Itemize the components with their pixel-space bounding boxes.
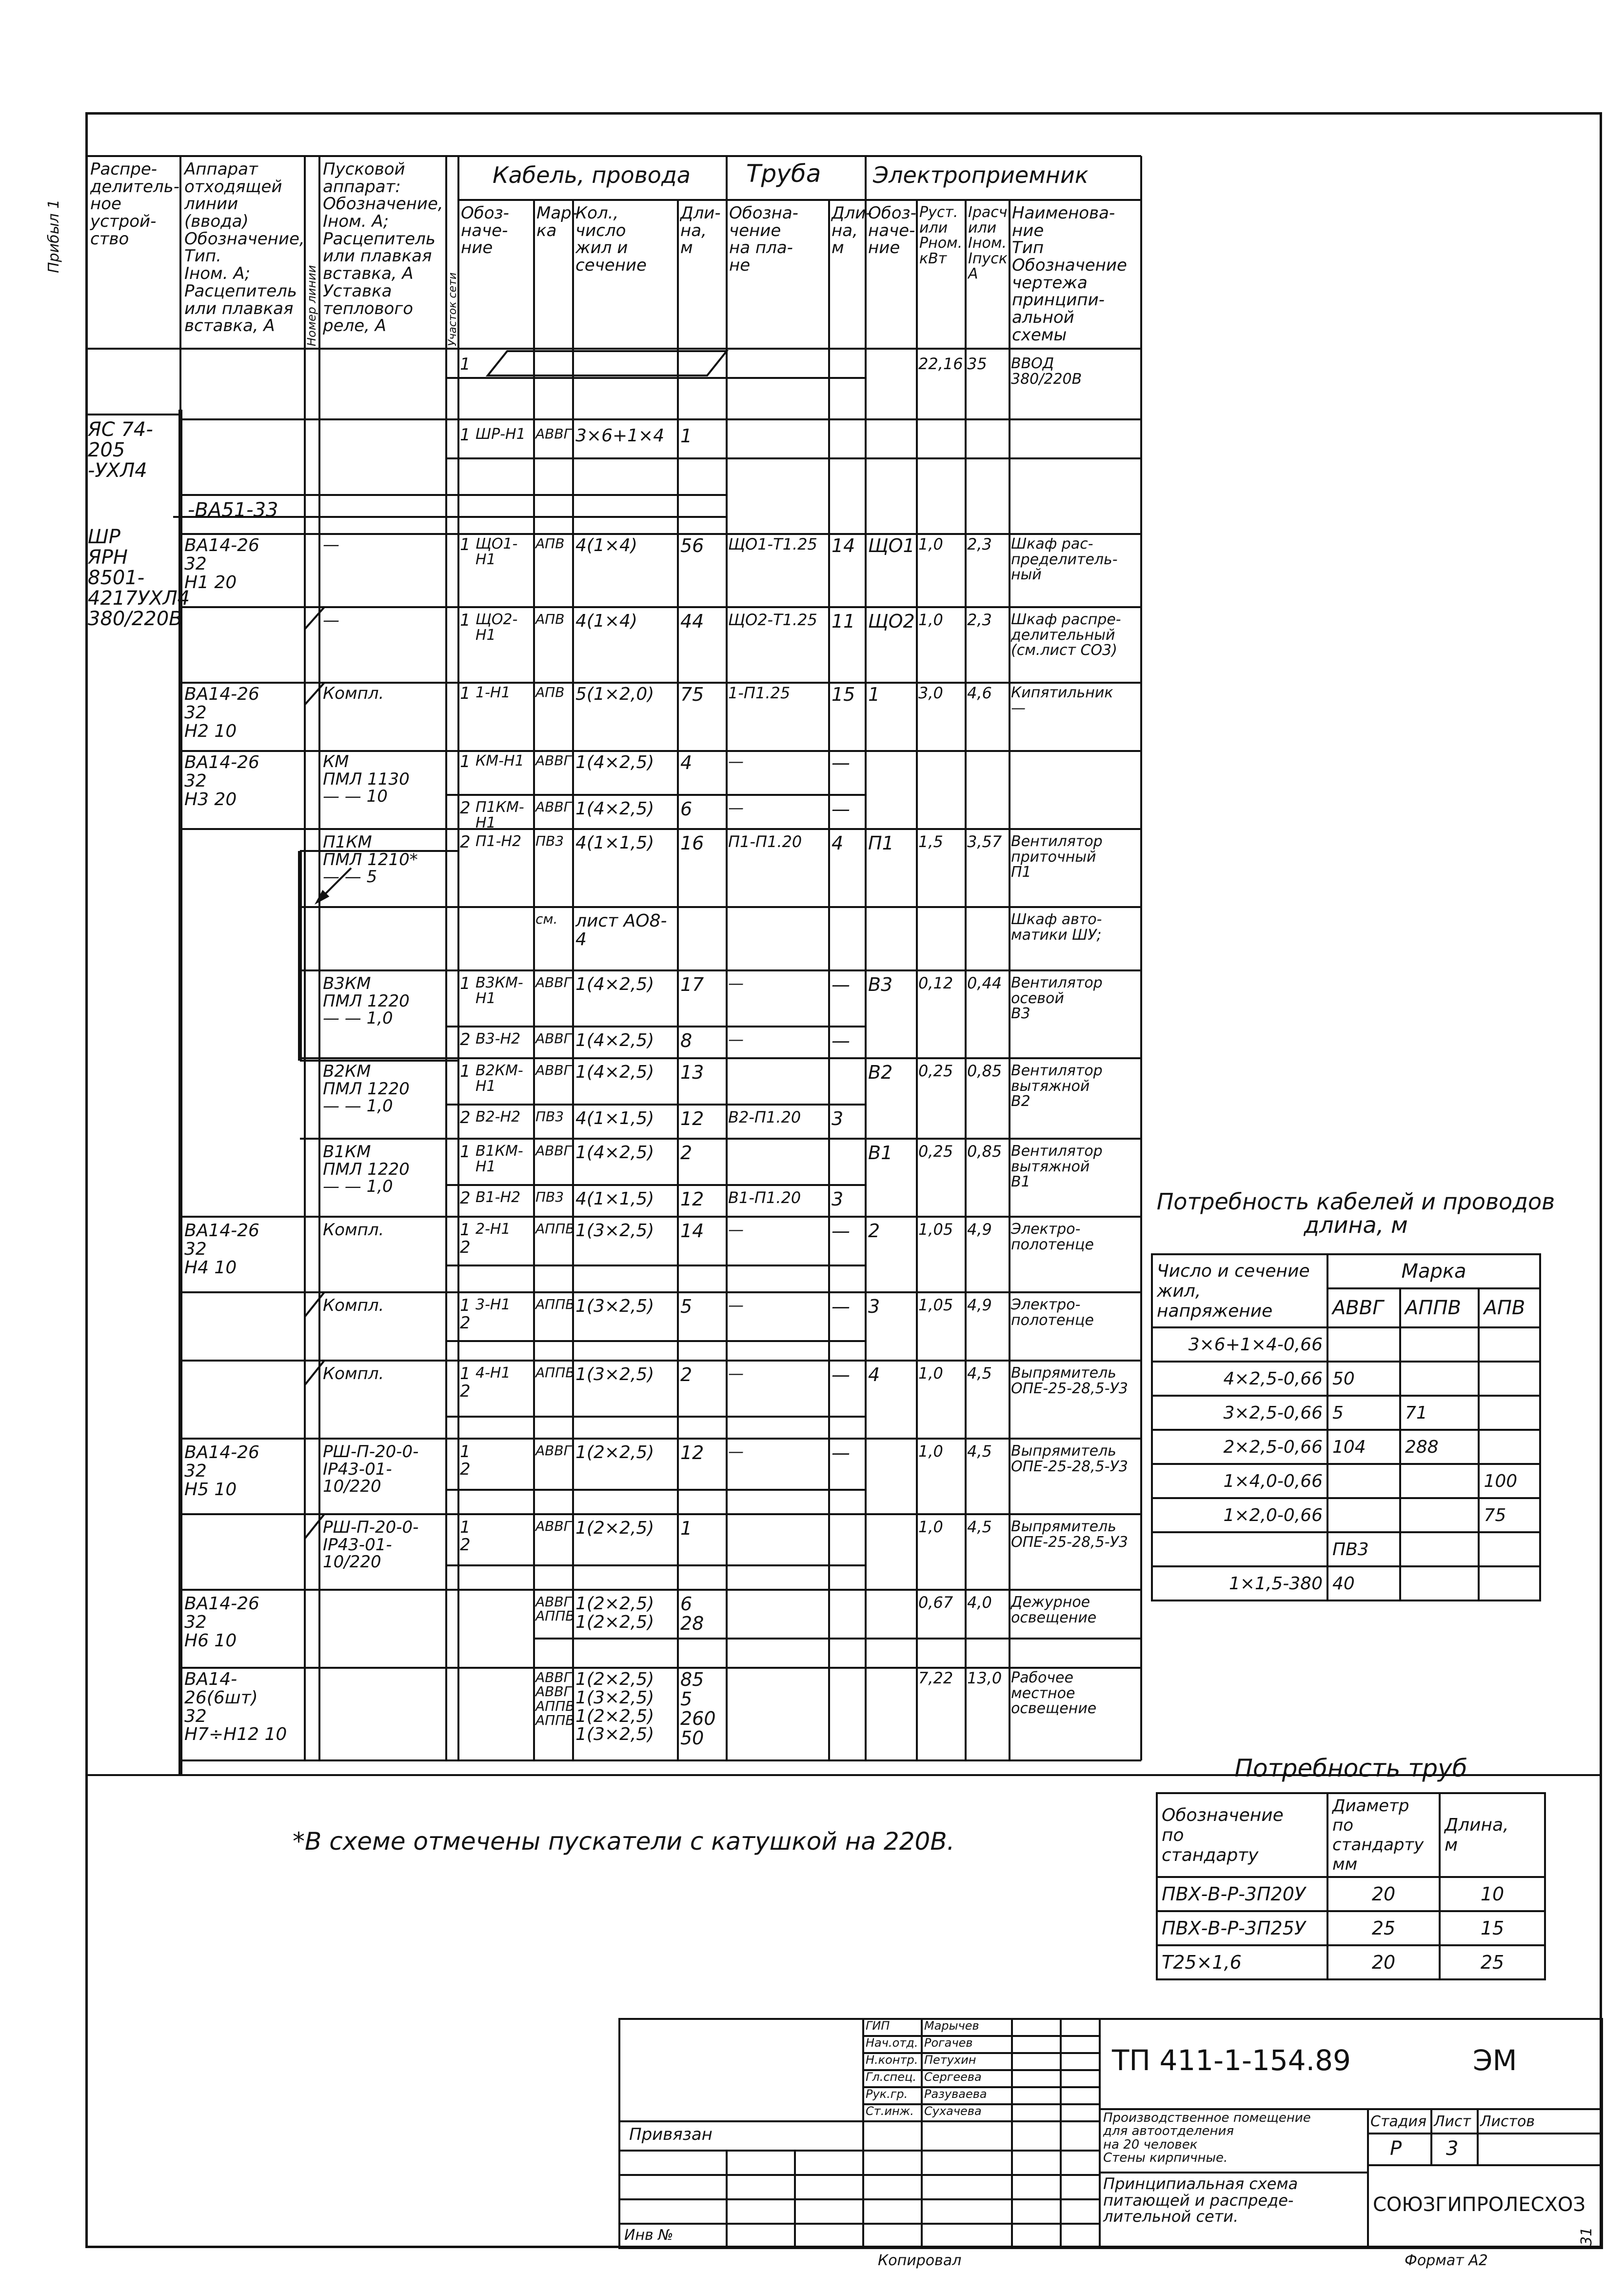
cable-needs-brand-1: АВВГ: [1327, 1288, 1400, 1327]
row-2-desig: ШР-Н1: [475, 426, 526, 443]
row-10-len: 17: [680, 974, 704, 995]
row-4-len: 44: [680, 611, 704, 632]
row-18-name: Выпрямитель ОПЕ-25-28,5-У3: [1011, 1364, 1128, 1397]
row-8-recv: П1: [868, 832, 894, 854]
row-13-len: 12: [680, 1108, 704, 1129]
stamp-role: ГИП: [866, 2019, 890, 2033]
cable-needs-cell: 1×2,0-0,66: [1152, 1498, 1327, 1532]
stamp-role: Рук.гр.: [866, 2087, 908, 2101]
row-18-desig: 4-Н1: [475, 1364, 511, 1382]
row-5-plen: 15: [832, 684, 855, 705]
row-3-brand: АПВ: [535, 535, 565, 552]
row-1-i: 35: [967, 355, 987, 373]
pipe-needs-cell: 25: [1327, 1911, 1440, 1945]
cable-needs-brand-3: АПВ: [1479, 1288, 1540, 1327]
row-16-recv: 2: [868, 1220, 880, 1242]
row-22-len: 85 5 260 50: [680, 1669, 716, 1749]
row-17-desig: 3-Н1: [475, 1296, 511, 1313]
stamp-name: Разуваева: [924, 2087, 987, 2101]
row-14-brand: АВВГ: [535, 1143, 572, 1159]
row-3-pipe: ЩО1-Т1.25: [728, 535, 817, 553]
row-10-starter: В3КМ ПМЛ 1220 — — 1,0: [323, 974, 410, 1028]
row-3-name: Шкаф рас- пределитель- ный: [1011, 535, 1118, 583]
row-5-desig: 1-Н1: [475, 684, 511, 701]
row-5-i: 4,6: [967, 684, 992, 702]
row-4-sec: 1: [460, 611, 471, 630]
row-11-len: 8: [680, 1030, 693, 1051]
row-15-section: 4(1×1,5): [575, 1189, 654, 1209]
row-20-sec: 1 2: [460, 1518, 471, 1555]
row-10-p: 0,12: [918, 974, 953, 992]
row-19-section: 1(2×2,5): [575, 1442, 654, 1462]
cable-needs-col-brand: Марка: [1327, 1254, 1540, 1288]
footnote: *В схеме отмечены пускатели с катушкой на 220В.: [293, 1827, 955, 1856]
row-11-desig: В3-Н2: [475, 1030, 521, 1047]
header-pipe-desig: Обозна- чение на пла- не: [729, 203, 798, 276]
row-10-plen: —: [832, 974, 850, 995]
cable-needs-col-spec: Число и сечение жил, напряжение: [1152, 1254, 1327, 1327]
cable-needs-title: Потребность кабелей и проводов длина, м: [1156, 1188, 1555, 1239]
cable-needs-cell: 4×2,5-0,66: [1152, 1362, 1327, 1396]
row-14-i: 0,85: [967, 1142, 1002, 1161]
row-22-name: Рабочее местное освещение: [1011, 1669, 1097, 1717]
row-13-desig: В2-Н2: [475, 1108, 521, 1126]
row-19-sec: 1 2: [460, 1442, 471, 1479]
pipe-needs-cell: ПВХ-В-Р-3П20У: [1157, 1877, 1327, 1911]
row-10-name: Вентилятор осевой В3: [1011, 974, 1103, 1022]
header-starter: Пусковой аппарат: Обозначение, Iном. А; Расцепитель или плавкая вставка, А Уставка теплового реле, А: [323, 159, 443, 336]
row-18-pipe: —: [728, 1364, 744, 1383]
row-5-brand: АПВ: [535, 684, 565, 700]
row-14-p: 0,25: [918, 1142, 953, 1161]
row-15-len: 12: [680, 1188, 704, 1210]
row-7-section: 1(4×2,5): [575, 799, 654, 819]
row-14-section: 1(4×2,5): [575, 1143, 654, 1163]
row-7-sec: 2: [460, 798, 471, 818]
row-14-name: Вентилятор вытяжной В1: [1011, 1143, 1103, 1190]
row-10-brand: АВВГ: [535, 974, 572, 990]
row-17-recv: 3: [868, 1296, 880, 1317]
row-5-recv: 1: [868, 684, 880, 705]
row-8-i: 3,57: [967, 832, 1002, 851]
header-cable-group: Кабель, провода: [493, 162, 691, 188]
row-19-brand: АВВГ: [535, 1442, 572, 1459]
header-receiver-current: Iрасч или Iном. Iпуск А: [968, 204, 1008, 282]
cable-needs-cell: 1×1,5-380: [1152, 1566, 1327, 1600]
row-17-section: 1(3×2,5): [575, 1296, 654, 1316]
row-16-len: 14: [680, 1220, 704, 1242]
row-6-desig: КМ-Н1: [475, 752, 524, 770]
pipe-needs-cell: 20: [1327, 1945, 1440, 1979]
row-21-apparatus: ВА14-26 32 Н6 10: [184, 1594, 259, 1651]
row-21-i: 4,0: [967, 1593, 992, 1612]
row-13-brand: ПВ3: [535, 1108, 564, 1125]
cable-needs-cell: 288: [1400, 1430, 1479, 1464]
row-17-i: 4,9: [967, 1296, 992, 1314]
stamp-title-2: Принципиальная схема питающей и распреде- лительной сети.: [1103, 2174, 1298, 2226]
row-19-len: 12: [680, 1442, 704, 1463]
header-panel: Распре- делитель- ное устрой- ство: [90, 159, 180, 249]
row-17-starter: Компл.: [323, 1296, 384, 1315]
row-5-len: 75: [680, 684, 704, 705]
row-5-name: Кипятильник —: [1011, 684, 1113, 717]
row-6-starter: КМ ПМЛ 1130 — — 10: [323, 752, 410, 807]
header-receiver-desig: Обоз- наче- ние: [868, 203, 916, 258]
row-15-sec: 2: [460, 1188, 471, 1208]
row-1-name: ВВОД 380/220В: [1011, 355, 1082, 388]
row-8-section: 4(1×1,5): [575, 833, 654, 853]
header-section: Участок сети: [447, 272, 459, 346]
row-4-starter: —: [323, 611, 339, 630]
row-9-brand: см.: [535, 911, 558, 927]
header-receiver-group: Электроприемник: [873, 162, 1089, 188]
row-8-pipe: П1-П1.20: [728, 832, 802, 851]
cable-needs-cell: 3×2,5-0,66: [1152, 1396, 1327, 1430]
row-18-len: 2: [680, 1364, 693, 1385]
row-19-name: Выпрямитель ОПЕ-25-28,5-У3: [1011, 1442, 1128, 1475]
row-19-plen: —: [832, 1442, 850, 1463]
row-8-p: 1,5: [918, 832, 943, 851]
row-18-section: 1(3×2,5): [575, 1364, 654, 1384]
row-22-brand: АВВГ АВВГ АППВ АППВ: [535, 1669, 575, 1729]
row-12-section: 1(4×2,5): [575, 1062, 654, 1082]
row-7-brand: АВВГ: [535, 799, 572, 815]
row-10-section: 1(4×2,5): [575, 974, 654, 994]
row-20-len: 1: [680, 1518, 693, 1539]
stamp-code: ТП 411-1-154.89: [1112, 2044, 1351, 2077]
row-16-plen: —: [832, 1220, 850, 1242]
header-receiver-power: Руст. или Рном. кВт: [919, 204, 963, 267]
row-15-brand: ПВ3: [535, 1189, 564, 1205]
row-4-desig: ЩО2-Н1: [475, 611, 518, 644]
row-15-plen: 3: [832, 1188, 844, 1210]
pipe-needs-cell: 10: [1440, 1877, 1545, 1911]
stamp-name: Сергеева: [924, 2070, 982, 2084]
row-19-pipe: —: [728, 1442, 744, 1461]
row-16-sec: 1 2: [460, 1220, 471, 1257]
stamp-name: Марычев: [924, 2019, 979, 2033]
row-6-plen: —: [832, 752, 850, 773]
row-11-pipe: —: [728, 1030, 744, 1048]
stamp-title-1: Производственное помещение для автоотделения на 20 человек Стены кирпичные.: [1103, 2111, 1311, 2165]
row-4-p: 1,0: [918, 611, 943, 629]
row-20-i: 4,5: [967, 1518, 992, 1536]
row-2-section: 3×6+1×4: [575, 426, 665, 446]
row-4-section: 4(1×4): [575, 611, 637, 631]
row-11-sec: 2: [460, 1030, 471, 1049]
row-21-name: Дежурное освещение: [1011, 1594, 1097, 1626]
row-10-i: 0,44: [967, 974, 1002, 992]
row-6-section: 1(4×2,5): [575, 752, 654, 772]
row-5-apparatus: ВА14-26 32 Н2 10: [184, 684, 259, 741]
row-7-plen: —: [832, 798, 850, 820]
row-12-p: 0,25: [918, 1062, 953, 1080]
row-9-section: лист АО8-4: [575, 911, 667, 949]
row-10-desig: В3КМ-Н1: [475, 974, 523, 1007]
row-13-section: 4(1×1,5): [575, 1108, 654, 1128]
row-11-brand: АВВГ: [535, 1030, 572, 1047]
row-16-apparatus: ВА14-26 32 Н4 10: [184, 1221, 259, 1278]
row-3-len: 56: [680, 535, 704, 556]
row-18-starter: Компл.: [323, 1364, 384, 1383]
cable-needs-cell: 3×6+1×4-0,66: [1152, 1327, 1327, 1362]
row-19-starter: РШ-П-20-0- IР43-01-10/220: [323, 1442, 419, 1497]
row-7-len: 6: [680, 798, 693, 820]
stamp-name: Петухин: [924, 2053, 976, 2067]
row-14-starter: В1КМ ПМЛ 1220 — — 1,0: [323, 1142, 410, 1197]
header-apparatus: Аппарат отходящей линии (ввода) Обозначение, Тип. Iном. А; Расцепитель или плавкая вставка, А: [184, 159, 305, 336]
pipe-needs-title: Потребность труб: [1234, 1754, 1467, 1782]
row-5-pipe: 1-П1.25: [728, 684, 791, 702]
row-5-p: 3,0: [918, 684, 943, 702]
row-8-desig: П1-Н2: [475, 833, 522, 850]
side-label: Прибыл 1: [45, 199, 62, 273]
stamp-role: Гл.спец.: [866, 2070, 916, 2084]
row-2-len: 1: [680, 425, 693, 447]
row-4-i: 2,3: [967, 611, 992, 629]
stamp-bound: Привязан: [629, 2125, 713, 2144]
row-1-p: 22,16: [918, 355, 963, 373]
row-7-desig: П1КМ-Н1: [475, 799, 524, 831]
row-19-p: 1,0: [918, 1442, 943, 1461]
cable-needs-cell: 75: [1479, 1498, 1540, 1532]
row-19-apparatus: ВА14-26 32 Н5 10: [184, 1442, 259, 1500]
row-18-recv: 4: [868, 1364, 880, 1385]
row-6-len: 4: [680, 752, 693, 773]
row-19-i: 4,5: [967, 1442, 992, 1461]
stamp-corner: 31: [1578, 2227, 1595, 2246]
stamp-name: Сухачева: [924, 2104, 982, 2118]
row-4-pipe: ЩО2-Т1.25: [728, 611, 817, 629]
row-16-starter: Компл.: [323, 1220, 384, 1240]
row-3-i: 2,3: [967, 535, 992, 553]
row-17-plen: —: [832, 1296, 850, 1317]
row-22-p: 7,22: [918, 1669, 953, 1687]
pipe-needs-cell: ПВХ-В-Р-3П25У: [1157, 1911, 1327, 1945]
row-8-plen: 4: [832, 832, 844, 854]
row-12-len: 13: [680, 1062, 704, 1083]
row-9-name: Шкаф авто- матики ШУ;: [1011, 911, 1102, 944]
row-20-section: 1(2×2,5): [575, 1518, 654, 1538]
row-13-pipe: В2-П1.20: [728, 1108, 801, 1126]
row-18-plen: —: [832, 1364, 850, 1385]
row-14-sec: 1: [460, 1142, 471, 1162]
row-21-brand: АВВГ АППВ: [535, 1594, 575, 1624]
stamp-org: СОЮЗГИПРОЛЕСХОЗ: [1373, 2193, 1586, 2216]
row-21-section: 1(2×2,5) 1(2×2,5): [575, 1594, 654, 1632]
row-10-pipe: —: [728, 974, 744, 992]
cable-needs-cell: 2×2,5-0,66: [1152, 1430, 1327, 1464]
row-17-len: 5: [680, 1296, 693, 1317]
row-12-name: Вентилятор вытяжной В2: [1011, 1062, 1103, 1110]
row-12-brand: АВВГ: [535, 1062, 572, 1078]
row-3-sec: 1: [460, 535, 471, 554]
pipe-needs-col-desig: Обозначение по стандарту: [1157, 1793, 1327, 1877]
row-16-section: 1(3×2,5): [575, 1221, 654, 1241]
cable-needs-cell: 100: [1479, 1464, 1540, 1498]
row-8-brand: ПВ3: [535, 833, 564, 849]
pipe-needs-col-diam: Диаметр по стандарту мм: [1327, 1793, 1440, 1877]
row-6-sec: 1: [460, 752, 471, 771]
row-17-p: 1,05: [918, 1296, 953, 1314]
row-11-section: 1(4×2,5): [575, 1030, 654, 1050]
row-17-pipe: —: [728, 1296, 744, 1314]
pipe-needs-cell: 25: [1440, 1945, 1545, 1979]
stamp-stage-header: Стадия: [1370, 2113, 1427, 2130]
cable-needs-cell: ПВ3: [1327, 1532, 1400, 1566]
stamp-name: Рогачев: [924, 2036, 973, 2050]
row-17-brand: АППВ: [535, 1296, 575, 1312]
stamp-mark: ЭМ: [1473, 2044, 1517, 2077]
row-4-name: Шкаф распре- делительный (см.лист СО3): [1011, 611, 1121, 659]
row-22-apparatus: ВА14-26(6шт) 32 Н7÷Н12 10: [184, 1669, 287, 1745]
header-cable-section: Кол., число жил и сечение: [575, 203, 647, 276]
row-16-desig: 2-Н1: [475, 1221, 511, 1238]
row-8-len: 16: [680, 832, 704, 854]
stamp-sheet-header: Лист: [1434, 2113, 1471, 2130]
stamp-copied: Копировал: [878, 2252, 962, 2269]
row-8-sec: 2: [460, 832, 471, 852]
header-cable-desig: Обоз- наче- ние: [461, 203, 509, 258]
row-3-section: 4(1×4): [575, 535, 637, 555]
header-cable-length: Дли- на, м: [680, 203, 721, 258]
row-16-i: 4,9: [967, 1220, 992, 1239]
row-20-brand: АВВГ: [535, 1518, 572, 1534]
row-10-recv: В3: [868, 974, 893, 995]
row-8-starter: П1КМ ПМЛ 1210* — — 5: [323, 832, 418, 887]
row-4-plen: 11: [832, 611, 855, 632]
row-8-name: Вентилятор приточный П1: [1011, 833, 1103, 881]
row-21-len: 6 28: [680, 1593, 704, 1634]
row-5-sec: 1: [460, 684, 471, 703]
cable-needs-cell: 40: [1327, 1566, 1400, 1600]
cable-needs-cell: 50: [1327, 1362, 1400, 1396]
row-21-p: 0,67: [918, 1593, 953, 1612]
panel-label-shr: ШР ЯРН 8501- 4217УХЛ4 380/220В: [88, 526, 190, 630]
stamp-stage: Р: [1390, 2137, 1402, 2160]
row-7-pipe: —: [728, 798, 744, 817]
pipe-needs-col-length: Длина, м: [1440, 1793, 1545, 1877]
cable-needs-brand-2: АППВ: [1400, 1288, 1479, 1327]
stamp-role: Н.контр.: [866, 2053, 918, 2067]
row-12-desig: В2КМ-Н1: [475, 1062, 523, 1095]
pipe-needs-cell: 15: [1440, 1911, 1545, 1945]
row-18-sec: 1 2: [460, 1364, 471, 1401]
cable-needs-cell: 5: [1327, 1396, 1400, 1430]
pipe-needs-cell: 20: [1327, 1877, 1440, 1911]
stamp-role: Ст.инж.: [866, 2104, 914, 2118]
row-12-recv: В2: [868, 1062, 893, 1083]
stamp-sheet: 3: [1446, 2137, 1459, 2160]
row-12-sec: 1: [460, 1062, 471, 1081]
row-12-starter: В2КМ ПМЛ 1220 — — 1,0: [323, 1062, 410, 1116]
row-3-apparatus: ВА14-26 32 Н1 20: [184, 535, 259, 593]
row-22-section: 1(2×2,5) 1(3×2,5) 1(2×2,5) 1(3×2,5): [575, 1669, 654, 1745]
row-12-i: 0,85: [967, 1062, 1002, 1080]
stamp-role: Нач.отд.: [866, 2036, 918, 2050]
row-6-pipe: —: [728, 752, 744, 771]
row-10-sec: 1: [460, 974, 471, 993]
row-4-brand: АПВ: [535, 611, 565, 627]
row-6-brand: АВВГ: [535, 752, 572, 769]
row-3-p: 1,0: [918, 535, 943, 553]
row-3-plen: 14: [832, 535, 855, 556]
row-14-recv: В1: [868, 1142, 893, 1164]
row-20-name: Выпрямитель ОПЕ-25-28,5-У3: [1011, 1518, 1128, 1551]
row-17-sec: 1 2: [460, 1296, 471, 1333]
row-3-starter: —: [323, 535, 339, 554]
row-15-desig: В1-Н2: [475, 1189, 521, 1206]
panel-label-ys: ЯС 74-205 -УХЛ4: [88, 418, 153, 482]
row-13-sec: 2: [460, 1108, 471, 1127]
row-14-len: 2: [680, 1142, 693, 1164]
header-cable-brand: Мар- ка: [536, 203, 578, 240]
stamp-inv: Инв №: [624, 2227, 673, 2244]
cable-needs-cell: 71: [1400, 1396, 1479, 1430]
row-15-pipe: В1-П1.20: [728, 1188, 801, 1207]
header-pipe-group: Труба: [746, 159, 821, 188]
row-3-desig: ЩО1-Н1: [475, 535, 518, 568]
header-pipe-length: Дли- на, м: [832, 203, 872, 258]
stamp-sheets-header: Листов: [1480, 2113, 1535, 2130]
row-16-name: Электро- полотенце: [1011, 1221, 1094, 1253]
row-20-p: 1,0: [918, 1518, 943, 1536]
row-13-plen: 3: [832, 1108, 844, 1129]
cable-needs-cell: 1×4,0-0,66: [1152, 1464, 1327, 1498]
row-22-i: 13,0: [967, 1669, 1002, 1687]
row-2-sec: 1: [460, 425, 471, 445]
row-16-p: 1,05: [918, 1220, 953, 1239]
row-3-recv: ЩО1: [868, 535, 915, 556]
row-5-starter: Компл.: [323, 684, 384, 703]
row-18-i: 4,5: [967, 1364, 992, 1383]
pipe-needs-cell: Т25×1,6: [1157, 1945, 1327, 1979]
row-4-recv: ЩО2: [868, 611, 915, 632]
row-17-name: Электро- полотенце: [1011, 1296, 1094, 1329]
row-1-sec: 1: [460, 355, 471, 374]
row-2-brand: АВВГ: [535, 426, 572, 442]
row-14-desig: В1КМ-Н1: [475, 1143, 523, 1175]
row-16-pipe: —: [728, 1220, 744, 1239]
row-16-brand: АППВ: [535, 1221, 575, 1237]
row-5-section: 5(1×2,0): [575, 684, 654, 704]
row-18-brand: АППВ: [535, 1364, 575, 1381]
header-line-no: Номер линии: [305, 265, 318, 346]
row-18-p: 1,0: [918, 1364, 943, 1383]
stamp-format: Формат А2: [1405, 2252, 1488, 2269]
cable-needs-cell: 104: [1327, 1430, 1400, 1464]
row-11-plen: —: [832, 1030, 850, 1051]
header-receiver-name: Наименова- ние Тип Обозначение чертежа принципи- альной схемы: [1012, 203, 1127, 345]
row-20-starter: РШ-П-20-0- IР43-01-10/220: [323, 1518, 419, 1572]
busbar-label: -ВА51-33: [188, 499, 278, 521]
row-6-apparatus: ВА14-26 32 Н3 20: [184, 752, 259, 810]
